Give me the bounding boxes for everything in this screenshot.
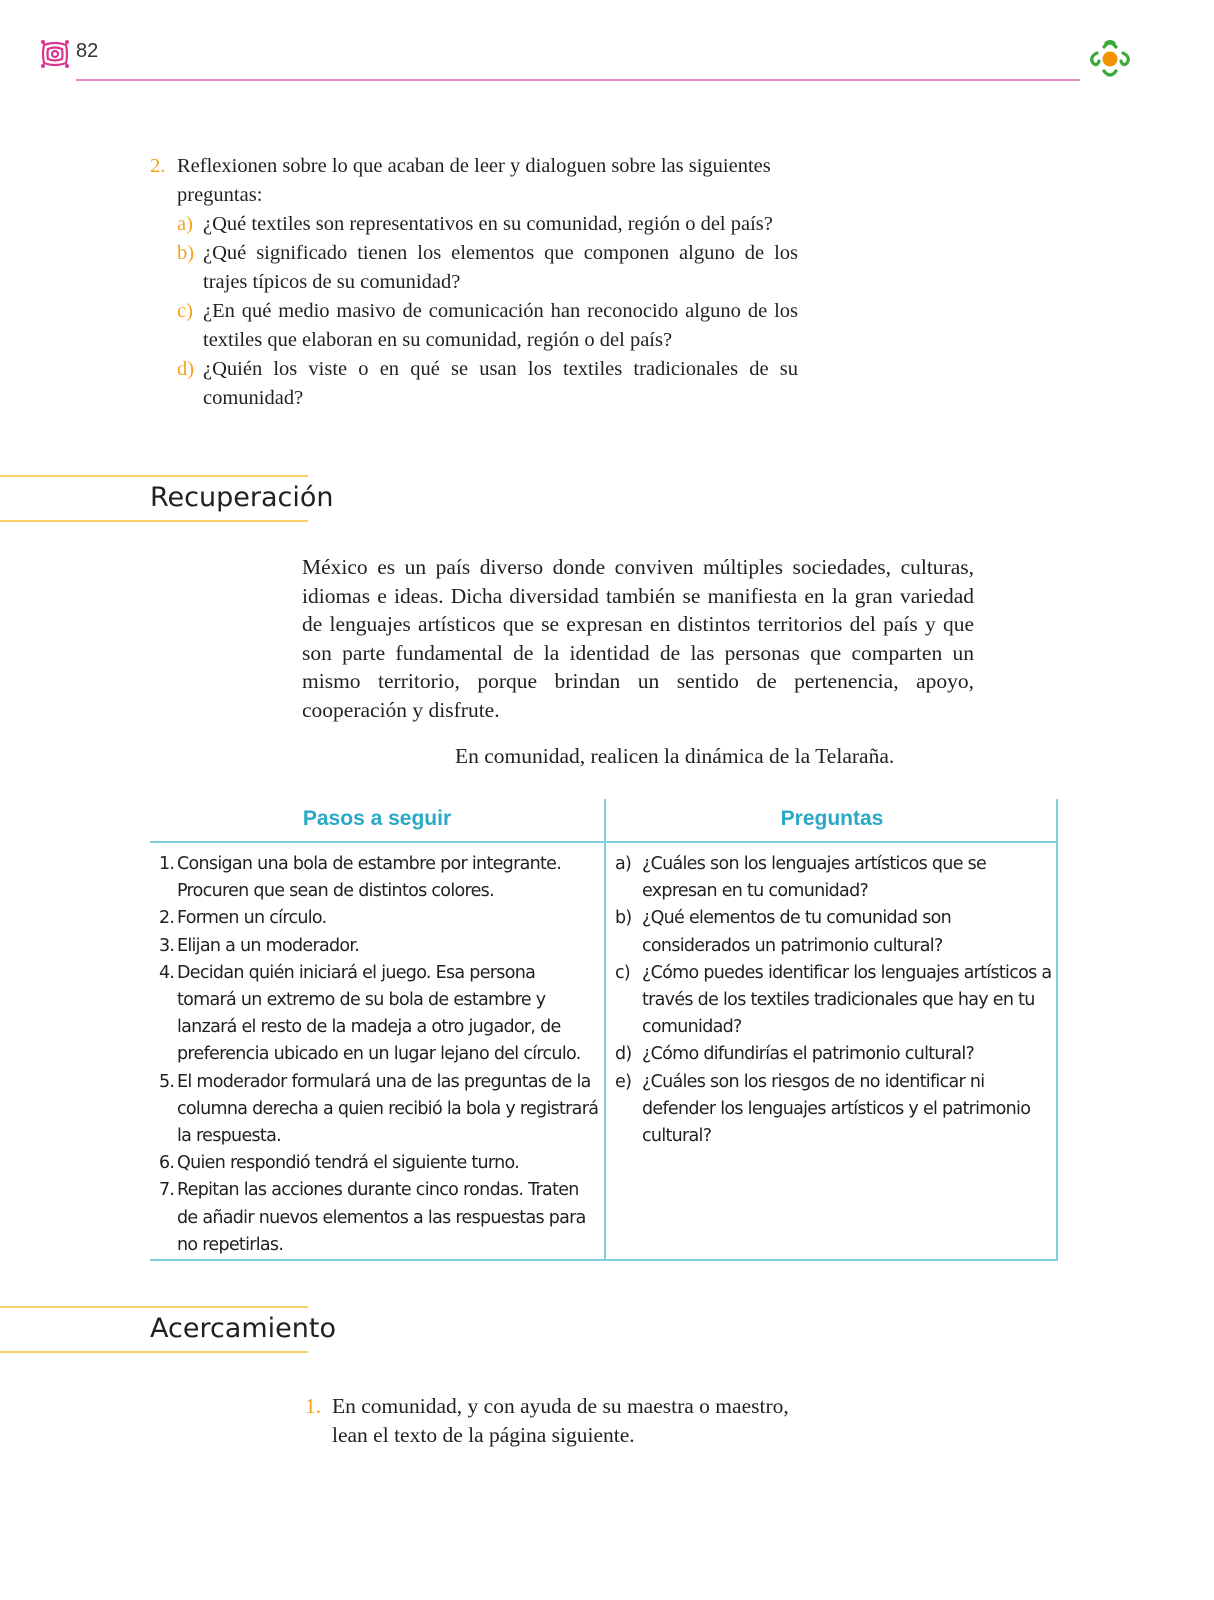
telarana-instruction: En comunidad, realicen la dinámica de la Telaraña. [455,744,895,768]
step-number: 5. [159,1071,175,1092]
acercamiento-text: En comunidad, y con ayuda de su maestra o maestro, lean el texto de la página siguiente. [332,1394,789,1447]
question-text: ¿Cuáles son los lenguajes artísticos que se expresan en tu comunidad? [642,854,987,902]
step-text: Quien respondió tendrá el siguiente turno. [177,1153,520,1174]
section-top-rule [0,1306,308,1308]
step-number: 3. [159,935,175,956]
step-item [159,905,599,932]
acercamiento-item [305,1392,825,1450]
step-text: El moderador formulará una de las preguntas de la columna derecha a quien recibió la bola y registrará la respuesta. [177,1071,599,1147]
question-letter: a) [615,854,632,874]
step-item [159,960,599,1069]
step-text: Decidan quién iniciará el juego. Esa persona tomará un extremo de su bola de estambre y lanzará el resto de la madeja a otro jugador, de preferencia ubicado en un lugar lejano del círculo. [177,962,581,1065]
telarana-table [150,799,1058,1261]
question-text: ¿Cómo difundirías el patrimonio cultural? [642,1044,975,1065]
step-item [159,1177,599,1259]
section-top-rule [0,475,308,477]
step-number: 7. [159,1180,175,1201]
question-text: ¿Cómo puedes identificar los lenguajes artísticos a través de los textiles tradicionales que hay en tu comunidad? [642,962,1052,1038]
section-title-recuperacion: Recuperación [150,482,334,513]
item-letter: c) [177,300,193,322]
step-text: Repitan las acciones durante cinco rondas. Traten de añadir nuevos elementos a las respuestas para no repetirlas. [177,1180,586,1255]
item-text: ¿Qué textiles son representativos en su comunidad, región o del país? [203,213,773,235]
question-item [177,355,798,413]
question-letter: d) [615,1044,632,1065]
step-item [159,851,599,905]
question-number: 2. [150,155,166,177]
section-bottom-rule [0,520,308,522]
step-number: 1. [159,854,175,874]
step-text: Consigan una bola de estambre por integrante. Procuren que sean de distintos colores. [177,854,562,902]
flower-logo-icon [1085,33,1135,85]
item-text: ¿En qué medio masivo de comunicación han reconocido alguno de los textiles que elaboran en su comunidad, región o del país? [203,300,798,351]
step-number: 6. [159,1153,175,1174]
step-item [159,1069,599,1151]
section-title-acercamiento: Acercamiento [150,1313,336,1344]
step-item [159,1150,599,1177]
section-bottom-rule [0,1351,308,1353]
question-item [615,960,1055,1042]
item-letter: d) [177,358,195,380]
recuperacion-paragraph: México es un país diverso donde conviven múltiples sociedades, culturas, idiomas e ideas. Dicha diversidad también se manifiesta en la gran variedad de lenguajes artísticos que se expresan en distintos territorios del país y que son parte fundamental de la identidad de las personas que comparten un mismo territorio, porque brindan un sentido de pertenencia, apoyo, cooperación y disfrute. [302,555,974,722]
questions-column [615,851,1055,1150]
question-text: ¿Cuáles son los riesgos de no identificar ni defender los lenguajes artísticos y el patrimonio cultural? [642,1071,1031,1147]
question-2-block [150,152,798,413]
question-text: Reflexionen sobre lo que acaban de leer y dialoguen sobre las siguientes preguntas: [177,155,771,206]
question-letter: c) [615,962,631,983]
question-item [615,905,1055,959]
step-text: Elijan a un moderador. [177,935,360,956]
item-letter: b) [177,242,195,264]
step-text: Formen un círculo. [177,908,327,929]
question-item [177,210,798,239]
table-header-preguntas: Preguntas [780,807,884,830]
acercamiento-number: 1. [305,1394,322,1418]
table-column-divider [604,799,606,1261]
table-header-pasos: Pasos a seguir [302,807,452,830]
step-number: 4. [159,962,175,983]
question-item [615,1041,1055,1068]
item-letter: a) [177,213,193,235]
question-text: ¿Qué elementos de tu comunidad son considerados un patrimonio cultural? [642,908,952,956]
item-text: ¿Qué significado tienen los elementos que componen alguno de los trajes típicos de su comunidad? [203,242,798,293]
table-right-border [1056,799,1058,1261]
question-item [615,851,1055,905]
header-rule [76,79,1080,81]
step-item [159,933,599,960]
question-item [615,1069,1055,1151]
question-item [177,239,798,297]
item-text: ¿Quién los viste o en qué se usan los textiles tradicionales de su comunidad? [203,358,798,409]
question-letter: e) [615,1071,632,1092]
flower-ornament-icon [40,39,70,69]
question-letter: b) [615,908,632,929]
steps-column [159,851,599,1259]
step-number: 2. [159,908,175,929]
question-item [177,297,798,355]
page-number: 82 [76,40,99,62]
